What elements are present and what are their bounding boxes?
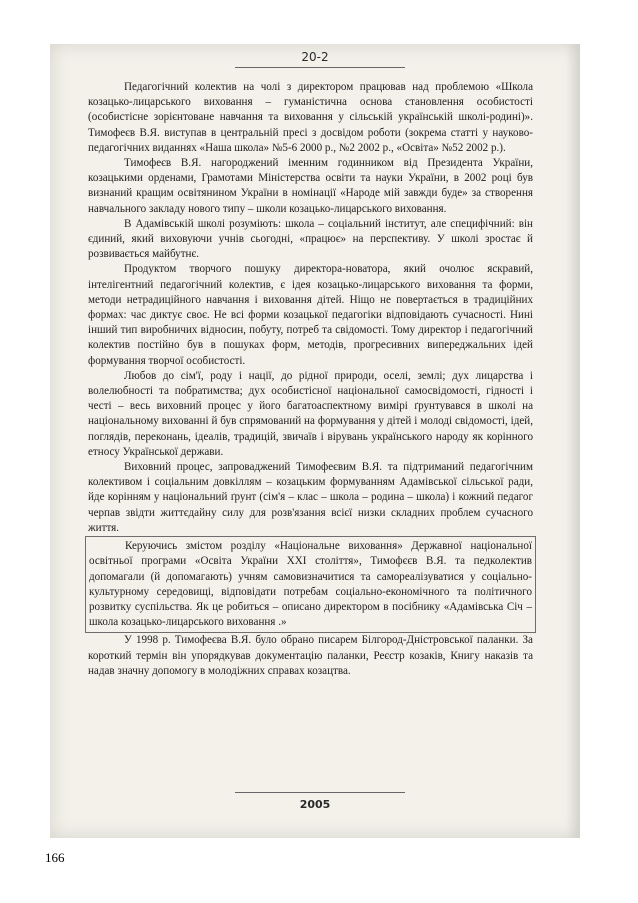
- paragraph: У 1998 р. Тимофеєва В.Я. було обрано писарем Білгород-Дністровської паланки. За короткий термін він упорядкував документацію паланки, Реєстр козаків, Книгу наказів та надав значну допомогу в молодіжних справах козацтва.: [88, 634, 533, 677]
- footer-year: 2005: [299, 798, 331, 811]
- footer-divider: [235, 792, 405, 793]
- scan-shadow-edge: [566, 44, 580, 838]
- paragraph: В Адамівській школі розуміють: школа – соціальний інститут, але специфічний: він єдиний, який виховуючи учнів сьогодні, «працює» на перспективу. У школі зростає й розвивається майбутнє.: [88, 217, 533, 261]
- boxed-paragraph: Керуючись змістом розділу «Національне виховання» Державної національної освітньої програми «Освіта України XXI століття», Тимофєєв В.Я. та педколектив допомагали (й допомагають) учням самовизначитися та самореалізуватися у соціально-культурному середовищі, відповідати потребам соціально-економічного та політичного розвитку суспільства. Як це робиться – описано директором в посібнику «Адамівська Січ – школа козацько-лицарського виховання .»: [89, 540, 532, 629]
- page-number: 166: [45, 850, 65, 865]
- highlighted-box: [85, 536, 536, 633]
- paragraph: Педагогічний колектив на чолі з директором працював над проблемою «Школа козацько-лицарського виховання – гуманістична основа становлення особистості (особистісне зорієнтоване навчання та виховання у сільській українській школі-родині)». Тимофеєв В.Я. виступав в центральній пресі з досвідом роботи (зокрема статті у науково-педагогічних виданнях «Наша школа» №5-6 2000 р., №2 2002 р., «Освіта» №52 2002 р.).: [88, 81, 533, 154]
- header-page-number: 20-2: [301, 50, 329, 64]
- paragraph: Виховний процес, запроваджений Тимофеєвим В.Я. та підтриманий педагогічним колективом і соціальним довкіллям – козацьким формуванням Адамівської сільської ради, йде корінням у національний ґрунт (сім'я – клас – школа – родина – школа) і кожний педагог черпав звідти життєдайну силу для розв'язання всієї низки складних проблем сучасного життя.: [88, 461, 533, 534]
- paragraph: Продуктом творчого пошуку директора-новатора, який очолює яскравий, інтелігентний педагогічний колектив, є ідея козацько-лицарського виховання та форми, методи нетрадиційного навчання і виховання дітей. Ніщо не повертається в традиційних формах: час диктує своє. Не всі форми козацької педагогіки відповідають сучасності. Нині інший тип виробничих відносин, побуту, потреб та свідомості. Тому директор і педагогічний колектив постійно був в пошуках форм, методів, прогресивних випереджальних ідей формування творчої особистості.: [88, 263, 533, 367]
- scanned-page: [50, 44, 580, 838]
- body-text: [88, 80, 533, 679]
- paragraph: Любов до сім'ї, роду і нації, до рідної природи, оселі, землі; дух лицарства і волелюбності та побратимства; дух особистісної національної самосвідомості, гідності і честі – весь виховний процес у його багатоаспектному вимірі ґрунтувався в школі на національному вихованні й був спрямований на формування у дітей і молоді свідомості, ідей, поглядів, переконань, ідеалів, традицій, звичаїв і вірувань українського народу як корінного етносу Української держави.: [88, 369, 533, 458]
- header-divider: [235, 67, 405, 68]
- paragraph: Тимофеєв В.Я. нагороджений іменним годинником від Президента України, козацькими орденами, Грамотами Міністерства освіти та науки України, в 2002 році був визнаний кращим освітянином України в номінації «Народе мій завжди буде» за створення навчального закладу нового типу – школи козацько-лицарського виховання.: [88, 157, 533, 215]
